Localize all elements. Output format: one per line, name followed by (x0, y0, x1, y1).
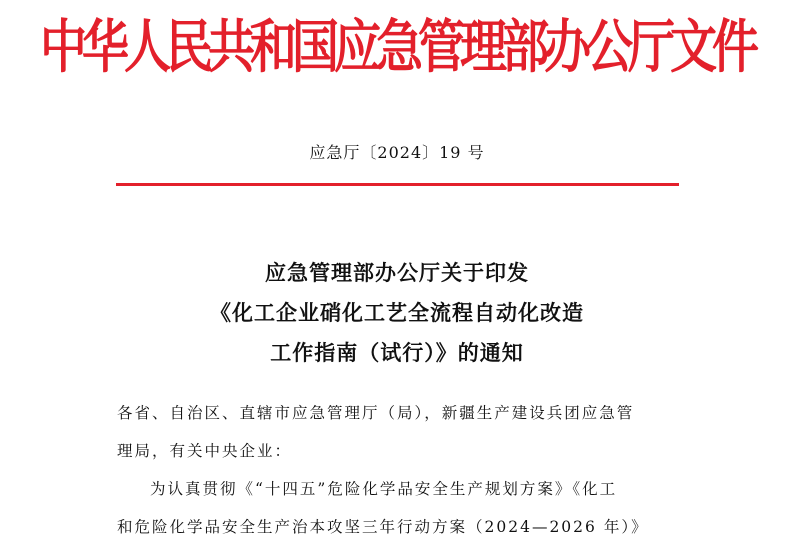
red-separator-line (116, 183, 679, 186)
document-title (120, 253, 674, 373)
issuer-masthead: 中华人民共和国应急管理部办公厅文件 (40, 14, 754, 82)
title-line-1: 应急管理部办公厅关于印发 (265, 260, 529, 285)
addressee-line-1: 各省、自治区、直辖市应急管理厅（局），新疆生产建设兵团应急管 (117, 404, 635, 422)
title-line-3: 工作指南（试行）》的通知 (270, 340, 524, 365)
paragraph-line-1: 为认真贯彻《“十四五”危险化学品安全生产规划方案》《化工 (150, 480, 618, 498)
addressee-line-2: 理局，有关中央企业： (117, 442, 293, 460)
title-line-2: 《化工企业硝化工艺全流程自动化改造 (210, 300, 584, 325)
paragraph-line-2: 和危险化学品安全生产治本攻坚三年行动方案（2024—2026 年）》 (117, 518, 649, 536)
document-number: 应急厅〔2024〕19 号 (309, 143, 485, 162)
document-body (117, 394, 687, 546)
